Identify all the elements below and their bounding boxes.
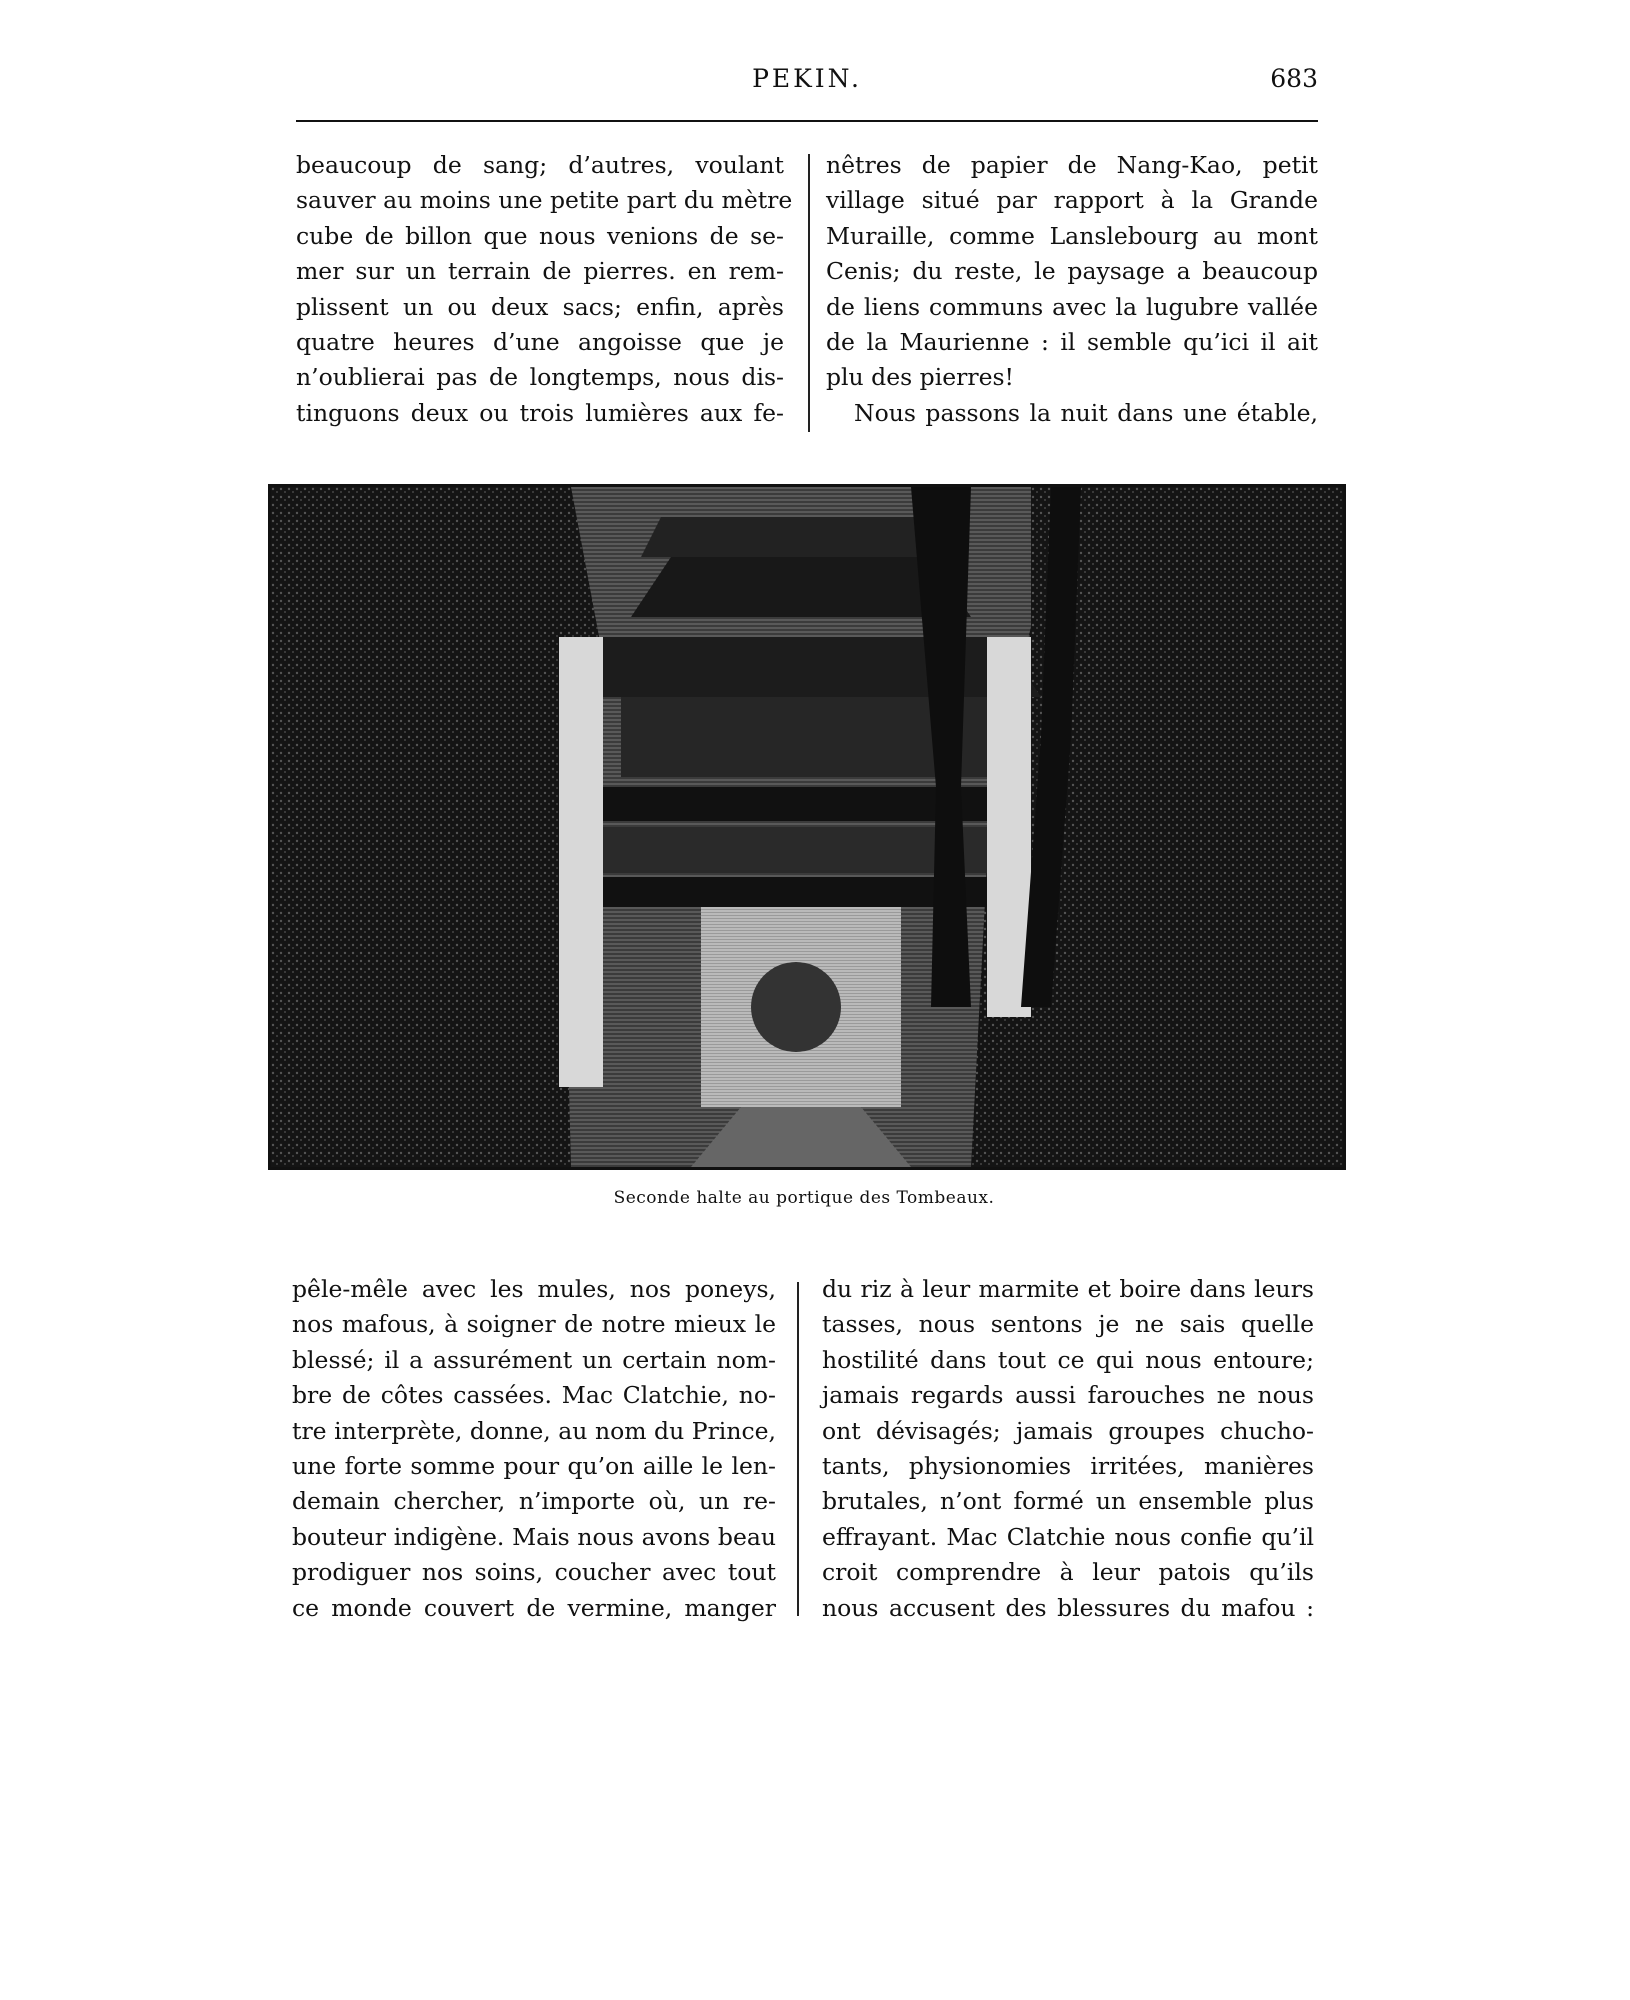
text-line: tinguons deux ou trois lumières aux fe- [296, 398, 784, 427]
text-line: cube de billon que nous venions de se- [296, 221, 784, 250]
text-line: Cenis; du reste, le paysage a beaucoup [826, 257, 1318, 286]
text-column-bottom-right [822, 1272, 1314, 1626]
text-line: effrayant. Mac Clatchie nous confie qu’il [822, 1522, 1314, 1551]
header-rule [296, 120, 1318, 122]
text-line: plu des pierres! [826, 363, 1014, 392]
text-line: de la Maurienne : il semble qu’ici il ait [826, 328, 1318, 357]
text-line: mer sur un terrain de pierres. en rem- [296, 257, 784, 286]
text-line: tants, physionomies irritées, manières [822, 1452, 1314, 1481]
column-divider [797, 1282, 799, 1616]
text-line: n’oublierai pas de longtemps, nous dis- [296, 363, 784, 392]
text-line: tre interprète, donne, au nom du Prince, [292, 1416, 776, 1445]
page-number: 683 [1270, 64, 1318, 93]
text-line: prodiguer nos soins, coucher avec tout [292, 1558, 776, 1587]
text-line: village situé par rapport à la Grande [826, 186, 1318, 215]
column-divider [808, 154, 810, 432]
text-line: bre de côtes cassées. Mac Clatchie, no- [292, 1381, 776, 1410]
text-line: ce monde couvert de vermine, manger [292, 1593, 776, 1622]
text-line: hostilité dans tout ce qui nous entoure; [822, 1345, 1314, 1374]
text-line: nêtres de papier de Nang-Kao, petit [826, 151, 1318, 179]
text-line: pêle-mêle avec les mules, nos poneys, [292, 1275, 776, 1303]
text-line: de liens communs avec la lugubre vallée [826, 292, 1318, 321]
text-line: blessé; il a assurément un certain nom- [292, 1345, 776, 1374]
page-header [296, 64, 1318, 104]
text-line: beaucoup de sang; d’autres, voulant [296, 151, 784, 179]
text-line: Muraille, comme Lanslebourg au mont [826, 221, 1318, 250]
text-line: ont dévisagés; jamais groupes chucho- [822, 1416, 1314, 1445]
running-title: PEKIN. [752, 64, 862, 93]
text-line: brutales, n’ont formé un ensemble plus [822, 1487, 1314, 1516]
engraving-illustration [268, 484, 1346, 1170]
text-column-top-right [826, 148, 1318, 431]
text-line: tasses, nous sentons je ne sais quelle [822, 1310, 1314, 1339]
text-line: du riz à leur marmite et boire dans leurs [822, 1275, 1314, 1303]
text-line: bouteur indigène. Mais nous avons beau [292, 1522, 776, 1551]
text-line: sauver au moins une petite part du mètre [296, 186, 793, 215]
text-line: quatre heures d’une angoisse que je [296, 328, 784, 357]
text-line: plissent un ou deux sacs; enfin, après [296, 292, 784, 321]
text-line: Nous passons la nuit dans une étable, [854, 398, 1318, 427]
text-line: demain chercher, n’importe où, un re- [292, 1487, 776, 1516]
text-line: nous accusent des blessures du mafou : [822, 1593, 1314, 1622]
text-column-bottom-left [292, 1272, 776, 1626]
text-column-top-left [296, 148, 793, 431]
text-line: une forte somme pour qu’on aille le len- [292, 1452, 776, 1481]
text-line: croit comprendre à leur patois qu’ils [822, 1558, 1314, 1587]
text-line: nos mafous, à soigner de notre mieux le [292, 1310, 776, 1339]
text-line: jamais regards aussi farouches ne nous [822, 1381, 1314, 1410]
illustration-caption: Seconde halte au portique des Tombeaux. [613, 1188, 995, 1208]
tomb-portico-engraving [271, 487, 1343, 1167]
